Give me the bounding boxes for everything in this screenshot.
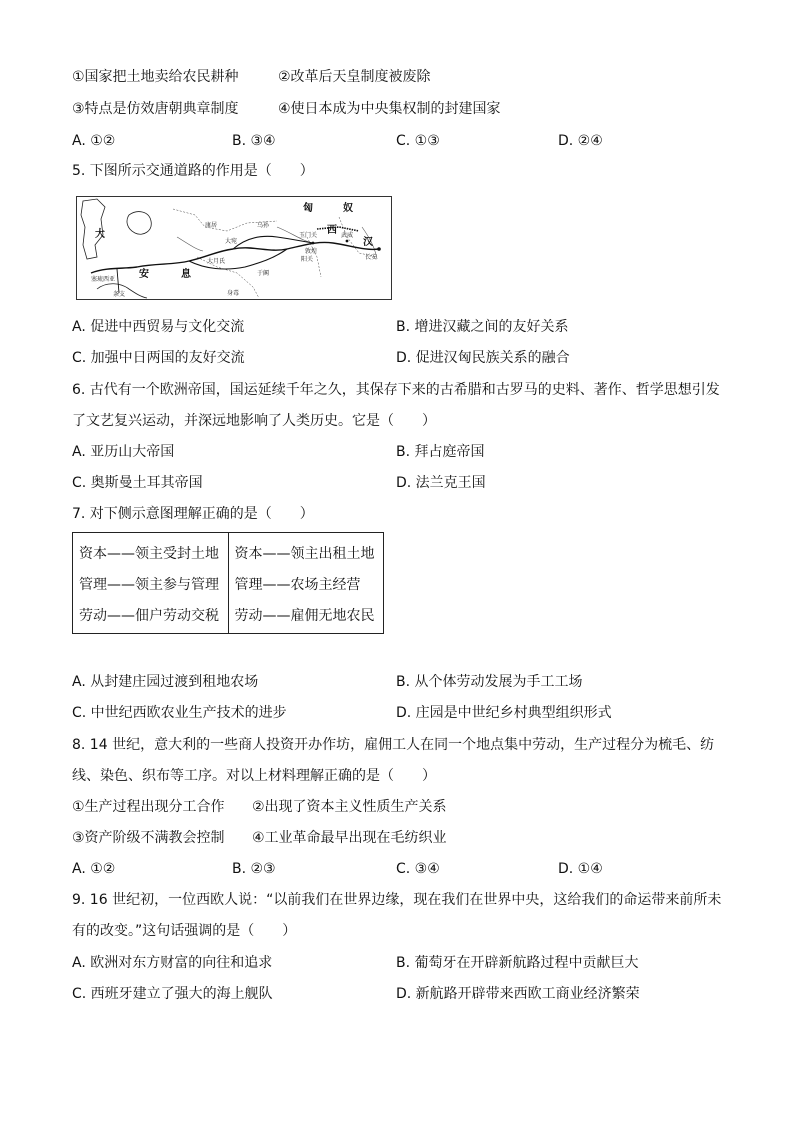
map-label-yangguan: 阳关 (301, 256, 314, 263)
chang-an-city (377, 247, 381, 251)
q4-statement-3: ③特点是仿效唐朝典章制度 (72, 101, 239, 117)
map-label-wusun: 乌孙 (257, 222, 270, 229)
map-label-dayuezhi: 大月氏 (207, 258, 226, 265)
silk-road-map (76, 196, 392, 300)
silk-road-map-svg (77, 197, 391, 299)
route-to-india (117, 269, 119, 293)
q9-option-c[interactable]: C. 西班牙建立了强大的海上舰队 (72, 986, 273, 1002)
q9-stem-line-1: 9. 16 世纪初，一位西欧人说：“以前我们在世界边缘，现在我们在世界中央，这给我们的命运带来前所未 (72, 892, 722, 908)
region-borders (173, 209, 377, 298)
q9-stem-line-2: 有的改变。”这句话强调的是（ ） (72, 923, 297, 939)
map-label-xiongnu-2: 奴 (343, 203, 353, 214)
q6-option-a[interactable]: A. 亚历山大帝国 (72, 444, 175, 460)
map-label-yutian: 于阗 (257, 270, 270, 277)
map-label-seleucia: 塞琉西亚 (91, 276, 116, 283)
q7-left-row-3: 劳动——佃户劳动交税 (79, 608, 219, 624)
q8-statement-4: ④工业革命最早出现在毛纺织业 (252, 830, 447, 846)
q8-stem-line-1: 8. 14 世纪，意大利的一些商人投资开办作坊，雇佣工人在同一个地点集中劳动，生产过程分为梳毛、纺 (72, 737, 715, 753)
q4-option-b[interactable]: B. ③④ (232, 133, 276, 149)
q7-right-row-2: 管理——农场主经营 (234, 577, 361, 593)
map-label-tiaozhi: 条支 (113, 291, 126, 298)
q5-option-d[interactable]: D. 促进汉匈民族关系的融合 (396, 350, 570, 366)
map-label-han: 汉 (363, 237, 373, 248)
map-label-xi2: 息 (181, 269, 191, 280)
q7-right-row-1: 资本——领主出租土地 (234, 546, 375, 562)
q8-option-c[interactable]: C. ③④ (396, 861, 440, 877)
dunhuang-city (312, 242, 315, 245)
map-label-xiongnu-1: 匈 (303, 203, 313, 214)
q5-option-c[interactable]: C. 加强中日两国的友好交流 (72, 350, 245, 366)
q7-right-row-3: 劳动——雇佣无地农民 (234, 608, 375, 624)
q4-statement-1: ①国家把土地卖给农民耕种 (72, 69, 239, 85)
map-label-xi: 西 (327, 225, 337, 236)
map-label-kangju: 康居 (205, 222, 218, 229)
q6-stem-line-1: 6. 古代有一个欧洲帝国，国运延续千年之久，其保存下来的古希腊和古罗马的史料、著作、哲学思想引发 (72, 382, 720, 398)
q8-statement-3: ③资产阶级不满教会控制 (72, 830, 225, 846)
map-label-da: 大 (95, 229, 105, 240)
q7-comparison-table (72, 532, 384, 634)
q6-option-d[interactable]: D. 法兰克王国 (396, 475, 486, 491)
map-label-chang-an: 长安 (365, 254, 378, 261)
aral-sea (127, 212, 151, 235)
map-label-dunhuang: 敦煌 (305, 248, 318, 255)
q8-statement-2: ②出现了资本主义性质生产关系 (252, 799, 447, 815)
q5-option-a[interactable]: A. 促进中西贸易与文化交流 (72, 319, 245, 335)
q8-option-d[interactable]: D. ①④ (558, 861, 603, 877)
q4-statement-2: ②改革后天皇制度被废除 (278, 69, 431, 85)
q7-option-d[interactable]: D. 庄园是中世纪乡村典型组织形式 (396, 705, 612, 721)
q8-option-a[interactable]: A. ①② (72, 861, 116, 877)
q6-option-b[interactable]: B. 拜占庭帝国 (396, 444, 485, 460)
q5-option-b[interactable]: B. 增进汉藏之间的友好关系 (396, 319, 569, 335)
q5-stem: 5. 下图所示交通道路的作用是（ ） (72, 163, 314, 179)
map-label-an: 安 (139, 269, 149, 280)
q7-left-row-2: 管理——领主参与管理 (79, 577, 219, 593)
q9-option-a[interactable]: A. 欧洲对东方财富的向往和追求 (72, 955, 273, 971)
q7-table-left-column (73, 533, 228, 633)
map-label-shendu: 身毒 (227, 290, 240, 297)
map-label-wuwei: 武威 (341, 232, 354, 239)
q4-statement-4: ④使日本成为中央集权制的封建国家 (278, 101, 501, 117)
q7-option-a[interactable]: A. 从封建庄园过渡到租地农场 (72, 674, 259, 690)
q4-option-d[interactable]: D. ②④ (558, 133, 603, 149)
map-label-yumenguan: 玉门关 (299, 232, 318, 239)
q8-statement-1: ①生产过程出现分工合作 (72, 799, 225, 815)
q7-left-row-1: 资本——领主受封土地 (79, 546, 219, 562)
q7-table-right-column (228, 533, 384, 633)
map-label-dayuan: 大宛 (225, 238, 238, 245)
q8-stem-line-2: 线、染色、织布等工序。对以上材料理解正确的是（ ） (72, 768, 436, 784)
q7-option-b[interactable]: B. 从个体劳动发展为手工工场 (396, 674, 583, 690)
silk-road-route-south (189, 249, 287, 269)
q6-stem-line-2: 了文艺复兴运动，并深远地影响了人类历史。它是（ ） (72, 413, 436, 429)
q7-option-c[interactable]: C. 中世纪西欧农业生产技术的进步 (72, 705, 287, 721)
q9-option-b[interactable]: B. 葡萄牙在开辟新航路过程中贡献巨大 (396, 955, 639, 971)
q8-option-b[interactable]: B. ②③ (232, 861, 276, 877)
wuwei-city (346, 240, 349, 243)
q4-option-a[interactable]: A. ①② (72, 133, 116, 149)
q4-option-c[interactable]: C. ①③ (396, 133, 440, 149)
q9-option-d[interactable]: D. 新航路开辟带来西欧工商业经济繁荣 (396, 986, 640, 1002)
q7-stem: 7. 对下侧示意图理解正确的是（ ） (72, 506, 314, 522)
great-wall (317, 227, 359, 231)
q6-option-c[interactable]: C. 奥斯曼土耳其帝国 (72, 475, 203, 491)
